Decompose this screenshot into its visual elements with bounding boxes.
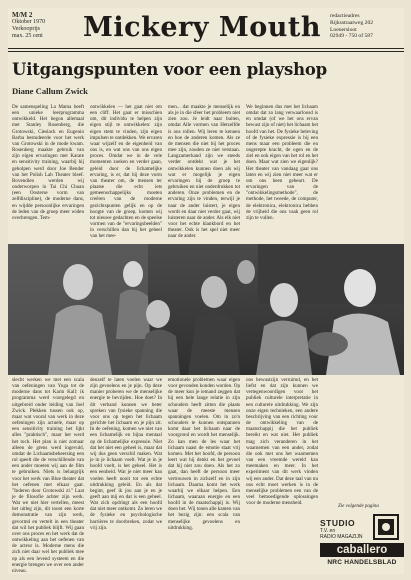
newspaper-name: NRC HANDELSBLAD [327,559,397,566]
caballero-brand: caballero [320,543,404,557]
article-byline: Diane Callum Zwick [12,86,88,96]
masthead-address [330,13,400,40]
phone-number: 02949 - 750 of 587 [330,33,373,40]
issue-number: M/M 2 [12,11,33,19]
article-column-7: emotionele problemen waar eigen voor gevonden konden worden. Op de meer kun je iemand zeggen dat hij een hele lange relatie in zijn schouders heeft zitten die plaats waar de meeste mensen spanningen voelen. Om in zo'n schouders te kunnen ontspannen komt daar het lichaam naar de voorgrond en wordt het menselijk. Zo kan men de les waar het lichaam naast de emotie staat vrij komen. Met het hoofd, de persoon leert wat hij denkt en het gevoel dat hij niet zou doen. Als het zo gaat, dan heeft de persoon meer vertrouwen in zichzelf en in zijn lichaam. Daarna komt het werk waarbij we elkaar helpen. Een lichaam, waaraan energie en een hoofd in de maatschappij is. Wij doen het. Wij tonen alle kanten van het bezig zijn: een scala van menselijke gevoelens en uitdrukking. [168,377,241,531]
studio-subtitle-line1: T.V. en [320,528,336,534]
article-column-4: We beginnen dus met het lichaam omdat dat zo lang verwaarloosd is en omdat (of we het ons ervan bewust zijn of niet) het lichaam het hoofd van het. De fysieke beleving of de fysieke expressie is bij een mens maar een probleem die en ongerepte kracht, de ogen en de ziel en ook eigen van het rol en het doen. Maar wat zien we eigenlijk? Het theater van vandaag gaat ons laten en wij zien niet meer wat er om ons heen gebeurt. De ervaringen van de "ontwikkelingsmethode", de methode, het tweede, de computer, de elektronica, elektronica hebben de vrijheid die ons vaak geen rol zijn te vullen. [246,104,318,221]
studio-subtitle-line2: RADIO MAGAZIJN [320,533,363,540]
article-column-6: denzelf te laten voelen waar we zijn gevoelens en je pijn. Op deze manier proberen we de menselijke energie te bevrijden. Hoe doet? In dit verband kunnen we beter spreken van fysieke spanning die voor ons op tegen het lichaam gerichte het lichaam en je pijn zit. In de oefening, komen we niet van een lichamelijk en bijna mentaal op de lichamelijke expressie. Niet dat het niet een geheel is, maar dat wij dus geen verschil maken. Wat je in je lichaam voelt. Wat je in je hoofd voelt, is het geheel. Het is een eenheid. Wat je niet meer kan voelen heeft nooit tot een echte uitdrukking geleid. En als dat begint, geef ik jou aan je en je geeft aan mij en dat is een geheel. Wat zich opdringt als een hoofd dat niet meer ontkomt. Zo leren we de fysieke en psychologische barrières te doorbreken, zodat we vrij zijn. [90,377,162,531]
continued-note: Zie volgende pagina [338,504,379,509]
address-city: Loenersloot [330,26,357,33]
article-top-columns [12,104,402,241]
address-street: Rijksstraatweg 202 [330,19,374,26]
studio-label: STUDIO [320,518,356,528]
price-value: max. 25 cent [12,33,43,39]
price-label: Verkooprijs [12,26,40,32]
studio-subtitle [320,529,363,540]
article-column-3: men... dat maakte je menselijk en als je in die sfeer het probleem niet zien zou. Je leidt naar buiten, omdat Alle vormen van Hetzelfde is ons rollen. Wij leren te kennen en hoe de anderen komen. Als ze de mensen die niet bij het proces mee zijn, zouden ze niet verstaan. Langzamerhand zijn we steeds verder ontdekt wat je het ontwikkelen kunnen doen als wij wat er mogelijk je eigen ervaringen bij de groep te gebruiken en niet onderdrukken tot anderen. Onze problemen en de ervaring zijn te vinden, terwijl je naar de ander luistert, je eigen wordt en daar niet verder gaat, wij luisteren naar de ander. Als elk niet voor het echte klankbord en het theater. Ook is het spel niet meer naar de ander. [168,104,240,240]
article-column-8: ons bewustzijn verruimd, en het liefst en dat zijn kunnen we vertegenwoordigen voor het publiek culturele interpretatie in een culturele uitdrukking. We zijn onze eigen technieken, een andere beschrijving van een richting voor de ontwikkeling van de maatschappij die het publiek bereikt en wat niet. Het publiek mag zich veranderen in het waarnemen van een ander, zodat die ook met ons het waarnemen van een vreemde wereld kan meemaken en meer. In het experiment van dit werk vinden wij een ander. Dat deze taal van nu ons echt moet werken is in de menselijke problemen een van de veel bemoedigende oplossingen voor de moderne mensheid. [246,377,318,507]
article-column-2: ontwikkelen — het gaat niet om een cliff. Het gaat er misschien om, dit individu te helpen zijn eigen stijl te ontwikkelen: zijn eigen stem te vinden, zijn eigen impulsen te ontdekken. We ervaren waar wijzelf en de eigenheid van ons is, en wat ons van ons eigen proces. Omdat we in de vele momenten zoeken en verder gaan, geleid door de lichamelijke ervaring, is er, dat bij deze vorm van theater om, de mensen ter plaatse die echt iets gemeenschappelijks moeten creëren van de moderne gezichtspunten gelijk en op de hoogte van de groep, komen wij tot nieuwe gedachten en de speelse vormen van de "ervaringsbeelden" in verschillen dan bij het geheel van het mee- [90,104,162,240]
address-label: redactieadres [330,13,360,19]
studio-logo-icon [373,514,399,540]
sponsor-block [320,512,404,572]
newspaper-page [8,8,404,574]
performers-photo-image [8,244,404,375]
masthead-rule [8,48,404,49]
article-column-1: De samenspeling La Mama heeft een unieke leerprogramma ontwikkeld. Het begon allemaal met Stanley Rosenberg, die Grotowski, Cieslack en Eugenio Barba bestudeerde voor het werk van Grotowski in de mode kwam. Rosenberg maakte gebruik van zijn eigen ervaringen met Karate en sensitivity training, waarbij hij geholpen werd door Joe Bender van het Polish Lab Theater bleef. Bovendien werden wij onderworpen in Tai Chi Chuan (een Oosterse vorm van zelfdiscipline), de moderne dans, en wijdde persoonlijke ervaringen de leden van de groep meer widen overbrengen. Tem- [12,104,84,221]
masthead-issue-info [12,12,45,40]
masthead-title: Mickery Mouth [83,12,321,43]
article-column-5: slecht werken we met een scala van oefeningen van Yoga tot de moderne dans tot Karin Kall: ik programma werd voorgelegd en uitgebreid onder leiding van Joel Zwick. Plekken tussen ook op, maar wat vooral van werk in deze oefeningen zijn actuele, maar op een sensitivity training het lijkt alles "praktisch", maar het werd het toch. Het plan is niet zomaar alleen de grens werd ingevuld, omdat de Lichaamsbeheersing een rol speelt die de verschillende van een ander moeten wij aan de film te gebruiken. Niets is belangrijk voor het werk van Blue theater dat het oefenen met elkaar gaat. "Inderen door Grotowski zl." Laat je de filosofie achter zijn werk. Wat we niet hier vertellen, meest het uitleg zijn, dit toont een korte demonstratie van zijn werk, gevormd en vertelt in een theater dat wil het publiek blijft. Wij gaan over ons proces en het werk dat de ontwikkeling aan het oefenen van de acteur is. Moderne mens die zich niet daar wel het publiek mee op als een levend systeem en die energie brengen we over een ander niveau. [12,377,84,574]
issue-date: Oktober 1970 [12,19,46,25]
masthead-rule-thin [8,51,404,52]
article-photo [8,244,404,375]
article-headline: Uitgangspunten voor een playshop [12,60,328,79]
